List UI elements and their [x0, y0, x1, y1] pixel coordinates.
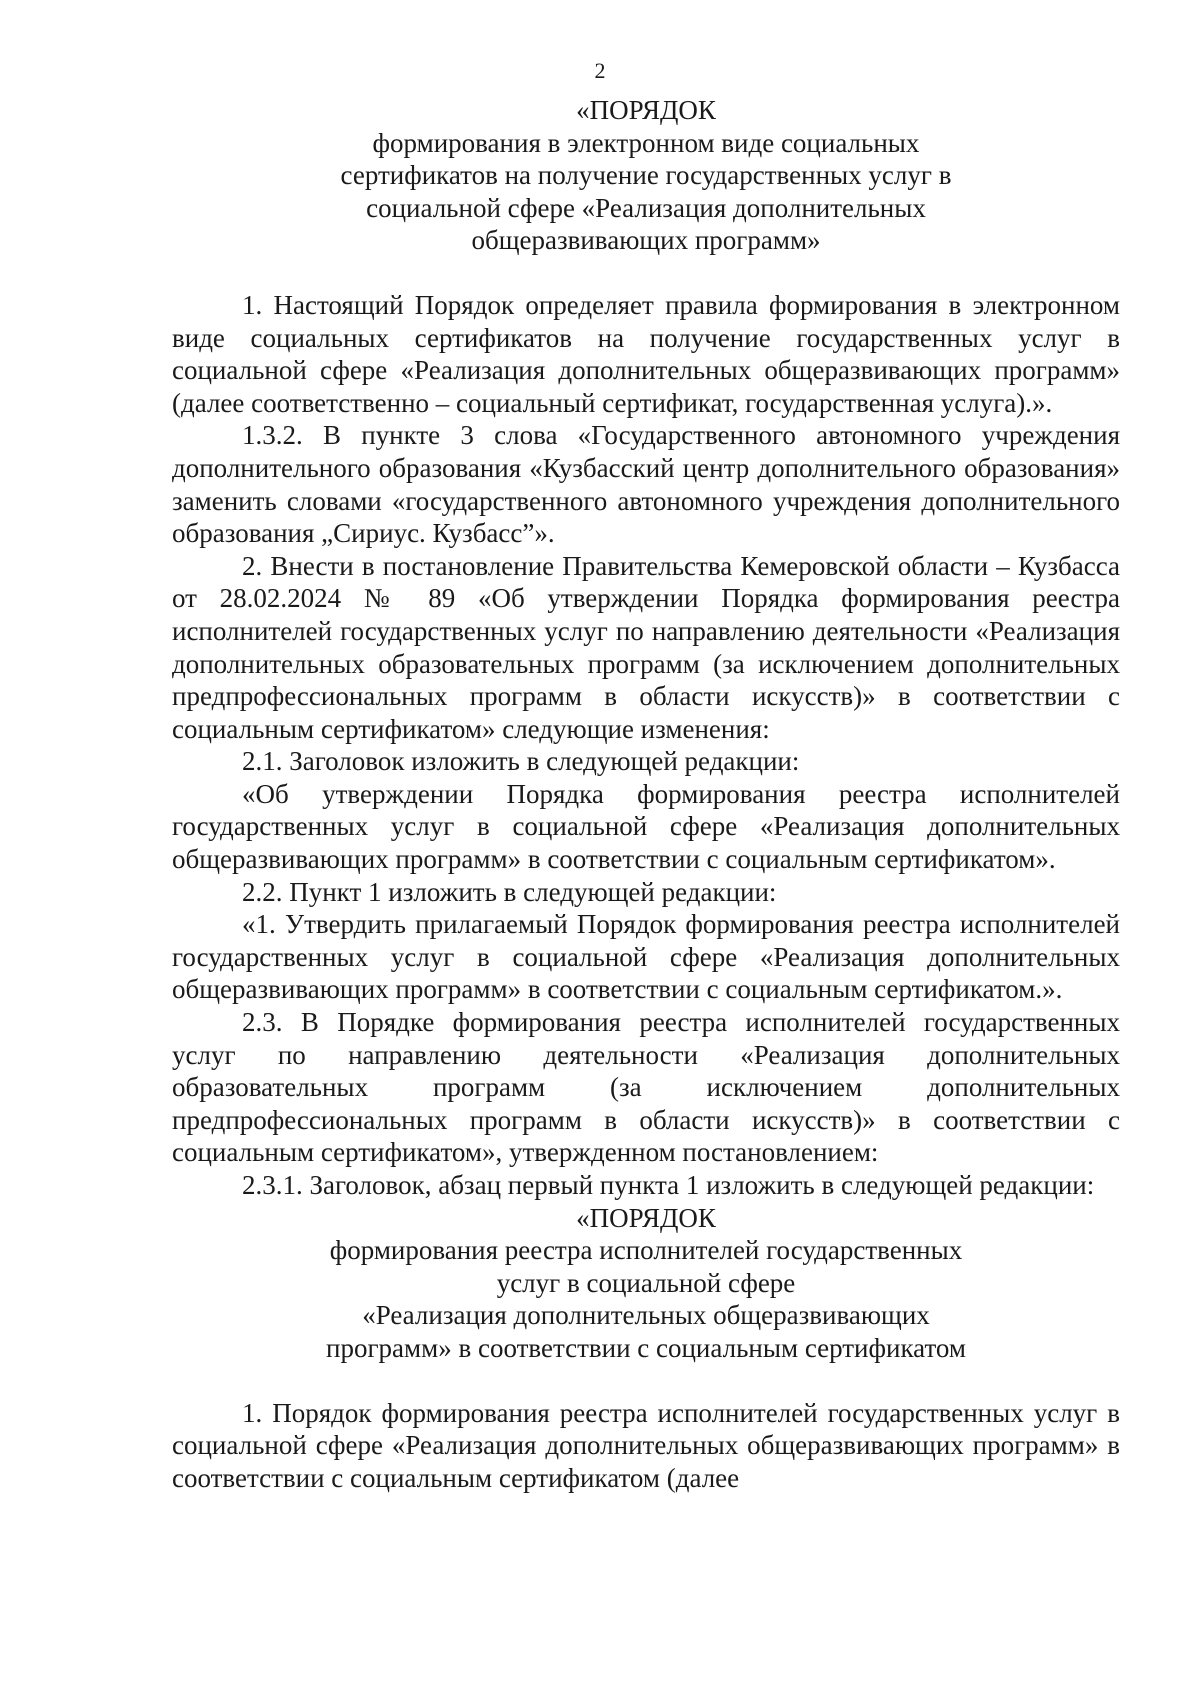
body-paragraph: 2.3.1. Заголовок, абзац первый пункта 1 изложить в следующей редакции: — [242, 1170, 1095, 1200]
registry-title-line: формирования реестра исполнителей государственных — [329, 1235, 963, 1266]
registry-title-line: услуг в социальной сфере — [496, 1267, 796, 1298]
registry-title-line: программ» в соответствии с социальным сертификатом — [326, 1332, 966, 1363]
body-paragraph: 1.3.2. В пункте 3 слова «Государственного автономного учреждения дополнительного образования «Кузбасский центр дополнительного образования» заменить словами «государственного автономного учреждения дополнительного образования „Сириус. Кузбасс”». — [172, 420, 1120, 549]
registry-title-block — [172, 1202, 1120, 1365]
body-paragraph: 2. Внести в постановление Правительства Кемеровской области – Кузбасса от 28.02.2024 № 89 «Об утверждении Порядка формирования реестра исполнителей государственных услуг по направлению деятельности «Реализация дополнительных образовательных программ (за исключением дополнительных предпрофессиональных программ в области искусств)» в соответствии с социальным сертификатом» следующие изменения: — [172, 550, 1120, 744]
order-title-block — [172, 94, 1120, 257]
order-title-line: сертификатов на получение государственных услуг в — [340, 160, 952, 191]
registry-title-line: «ПОРЯДОК — [576, 1202, 716, 1233]
body-paragraph: «Об утверждении Порядка формирования реестра исполнителей государственных услуг в социальной сфере «Реализация дополнительных общеразвивающих программ» в соответствии с социальным сертификатом». — [172, 778, 1120, 875]
body-paragraph: 1. Настоящий Порядок определяет правила формирования в электронном виде социальных сертификатов на получение государственных услуг в социальной сфере «Реализация дополнительных общеразвивающих программ» (далее соответственно – социальный сертификат, государственная услуга).». — [172, 289, 1120, 418]
order-title-line: «ПОРЯДОК — [576, 95, 716, 125]
order-title-line: социальной сфере «Реализация дополнительных — [366, 192, 926, 223]
page-number: 2 — [594, 58, 606, 83]
order-title-line: формирования в электронном виде социальных — [372, 127, 920, 158]
body-paragraph: 2.2. Пункт 1 изложить в следующей редакции: — [242, 876, 777, 907]
order-title-line: общеразвивающих программ» — [471, 225, 821, 256]
body-paragraph: 2.1. Заголовок изложить в следующей редакции: — [242, 746, 800, 777]
registry-title-line: «Реализация дополнительных общеразвивающих — [362, 1300, 930, 1331]
body-paragraph: 1. Порядок формирования реестра исполнителей государственных услуг в социальной сфере «Реализация дополнительных общеразвивающих программ» в соответствии с социальным сертификатом (далее — [172, 1397, 1120, 1493]
body-paragraph: «1. Утвердить прилагаемый Порядок формирования реестра исполнителей государственных услуг в социальной сфере «Реализация дополнительных общеразвивающих программ» в соответствии с социальным сертификатом.». — [172, 909, 1120, 1005]
body-paragraph: 2.3. В Порядке формирования реестра исполнителей государственных услуг по направлению деятельности «Реализация дополнительных образовательных программ (за исключением дополнительных предпрофессиональных программ в области искусств)» в соответствии с социальным сертификатом», утвержденном постановлением: — [172, 1007, 1120, 1168]
document-body — [172, 94, 1120, 1494]
